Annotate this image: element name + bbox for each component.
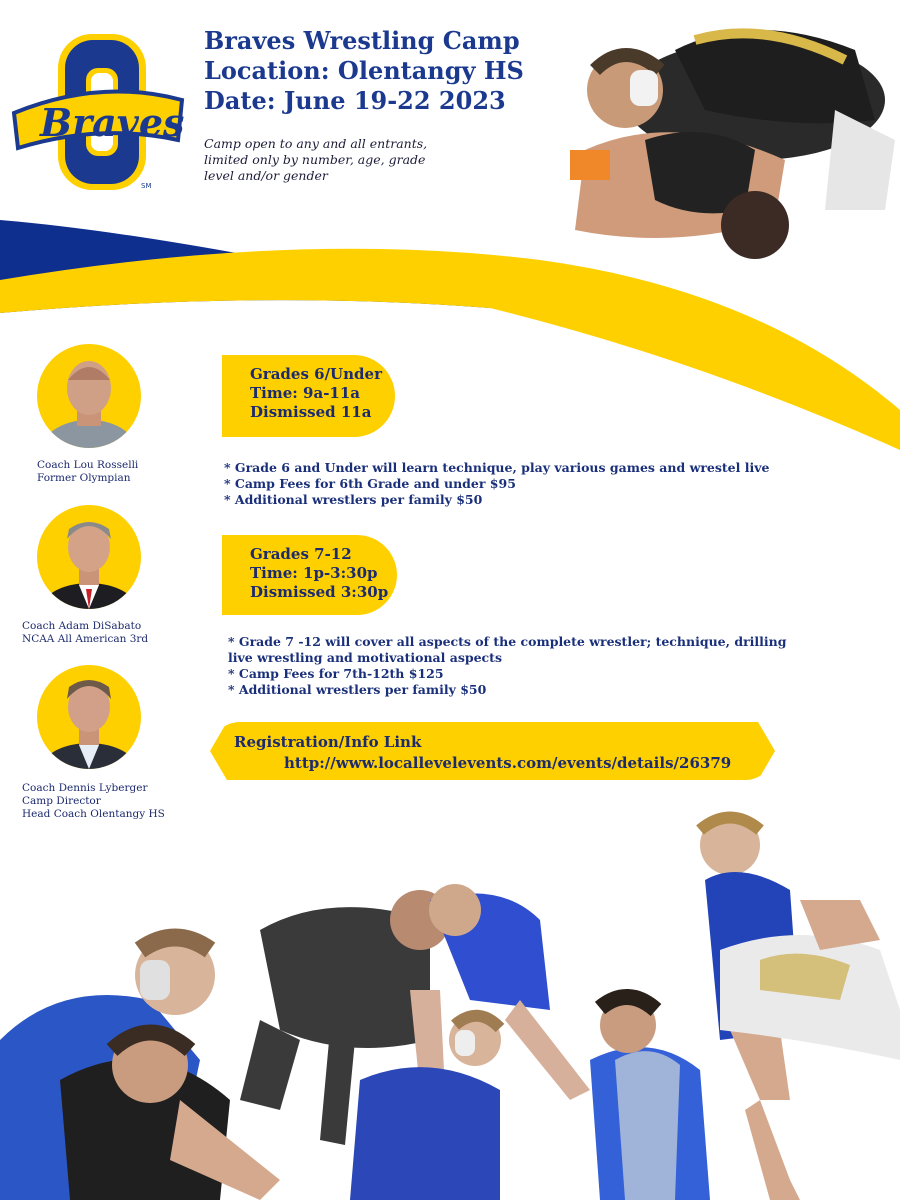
header [204, 26, 564, 116]
detail-line: * Camp Fees for 6th Grade and under $95 [224, 476, 516, 491]
session-time: Time: 9a-11a [250, 384, 361, 402]
session-young-pill [222, 355, 395, 437]
intro-line: level and/or gender [204, 168, 328, 183]
registration-link[interactable]: http://www.locallevelevents.com/events/details/26379 [284, 754, 732, 772]
coach-name: Coach Dennis Lyberger [22, 782, 148, 794]
coach-photo-rosselli [37, 344, 141, 448]
coach-extra: Head Coach Olentangy HS [22, 808, 165, 820]
braves-logo [10, 28, 185, 198]
detail-line: * Additional wrestlers per family $50 [224, 492, 483, 507]
coach-caption-rosselli [37, 459, 138, 485]
decorative-wave [0, 220, 900, 460]
detail-line: * Camp Fees for 7th-12th $125 [228, 666, 444, 681]
detail-line: * Additional wrestlers per family $50 [228, 682, 487, 697]
coach-title: Camp Director [22, 795, 101, 807]
camp-date: Date: June 19-22 2023 [204, 86, 506, 115]
logo-script-text: Braves [40, 100, 185, 145]
coach-title: Former Olympian [37, 472, 131, 484]
session-grades: Grades 7-12 [250, 545, 352, 563]
registration-label: Registration/Info Link [234, 733, 422, 751]
detail-line: * Grade 7 -12 will cover all aspects of the complete wrestler; technique, drilling [228, 634, 787, 649]
session-grades: Grades 6/Under [250, 365, 382, 383]
coach-photo-disabato [37, 505, 141, 609]
intro-line: Camp open to any and all entrants, [204, 136, 428, 151]
detail-line: live wrestling and motivational aspects [228, 650, 502, 665]
session-young-details [224, 460, 769, 508]
intro-line: limited only by number, age, grade [204, 152, 426, 167]
session-older-details [228, 634, 786, 698]
session-dismissed: Dismissed 3:30p [250, 583, 389, 601]
camp-location: Location: Olentangy HS [204, 56, 524, 85]
session-dismissed: Dismissed 11a [250, 403, 372, 421]
session-older-pill [222, 535, 397, 615]
coach-name: Coach Adam DiSabato [22, 620, 142, 632]
detail-line: * Grade 6 and Under will learn technique, play various games and wrestel live [224, 460, 770, 475]
coach-name: Coach Lou Rosselli [37, 459, 139, 471]
coach-caption-disabato [22, 620, 148, 646]
logo-mark: SM [141, 182, 152, 190]
coach-title: NCAA All American 3rd [22, 633, 149, 645]
camp-title: Braves Wrestling Camp [204, 26, 520, 55]
coach-photo-lyberger [37, 665, 141, 769]
wrestlers-photo-bottom [0, 800, 900, 1200]
intro-text [204, 136, 454, 184]
session-time: Time: 1p-3:30p [250, 564, 378, 582]
